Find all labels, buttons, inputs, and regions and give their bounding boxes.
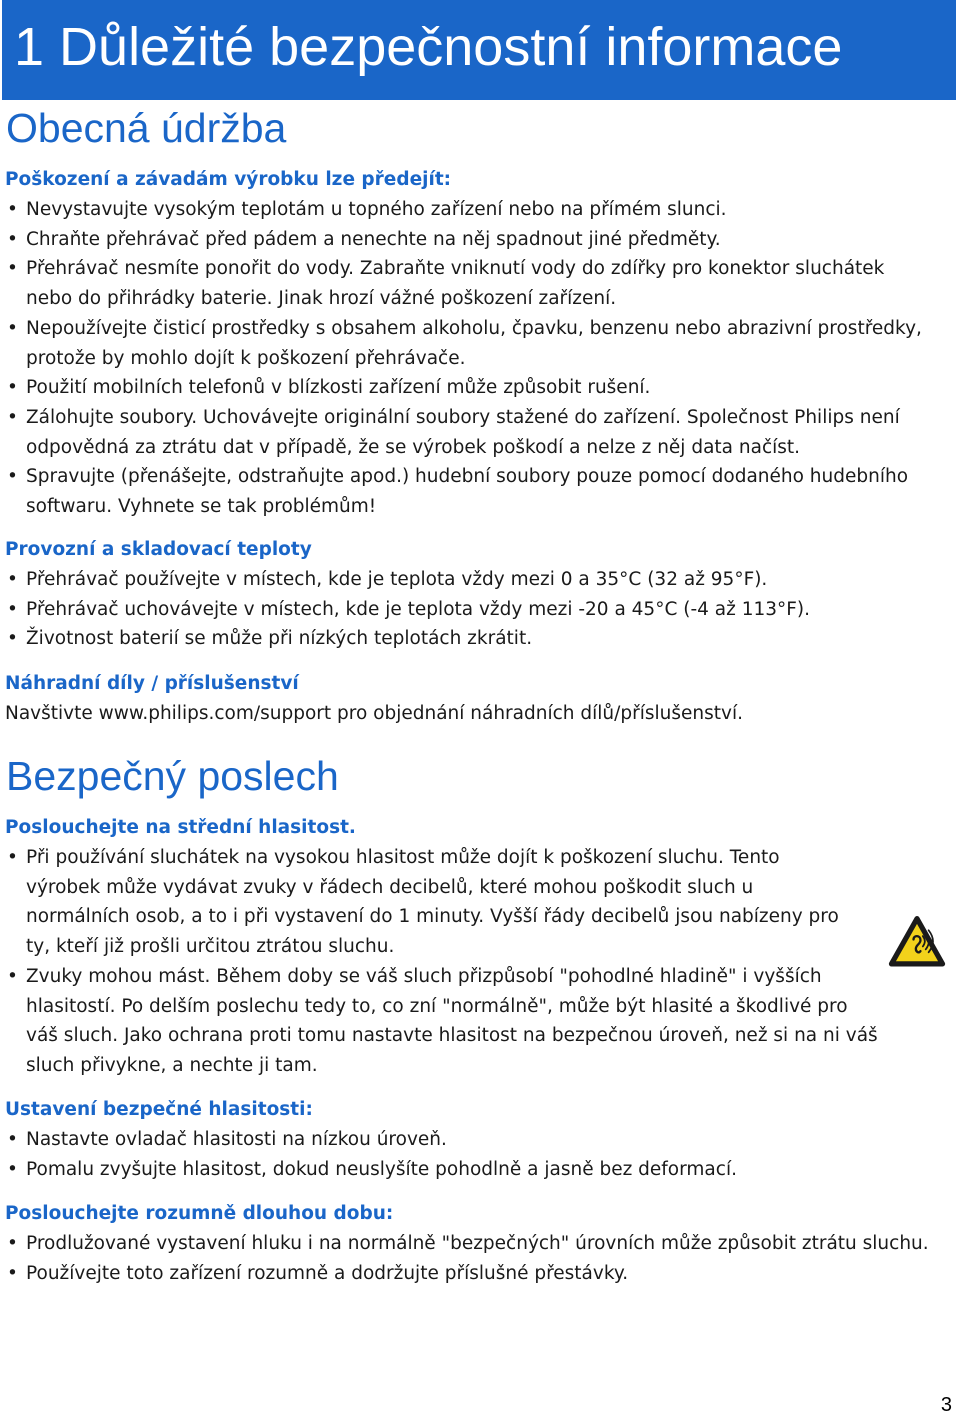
subheading-moderate-volume: Poslouchejte na střední hlasitost. xyxy=(5,817,356,838)
list-item: • Životnost baterií se může při nízkých teplotách zkrátit. xyxy=(0,624,945,654)
list-item: • Prodlužované vystavení hluku i na normálně "bezpečných" úrovních může způsobit ztrátu sluchu. xyxy=(0,1229,945,1259)
list-item: • Nastavte ovladač hlasitosti na nízkou úroveň. xyxy=(0,1125,945,1155)
list-item: • Pomalu zvyšujte hlasitost, dokud neuslyšíte pohodlně a jasně bez deformací. xyxy=(0,1155,945,1185)
subheading-spare-parts: Náhradní díly / příslušenství xyxy=(5,673,299,694)
list-item: • Použití mobilních telefonů v blízkosti zařízení může způsobit rušení. xyxy=(0,373,945,403)
subheading-set-safe-volume: Ustavení bezpečné hlasitosti: xyxy=(5,1099,313,1120)
subheading-operating-temperatures: Provozní a skladovací teploty xyxy=(5,539,312,560)
list-item: • Nepoužívejte čisticí prostředky s obsahem alkoholu, čpavku, benzenu nebo abrazivní prostředky, protože by mohlo dojít k poškození přehrávače. xyxy=(0,314,945,373)
list-item: • Při používání sluchátek na vysokou hlasitost může dojít k poškození sluchu. Tento výrobek může vydávat zvuky v řádech decibelů, které mohou poškodit sluch u normálních osob, a to i při vystavení do 1 minuty. Vyšší řády decibelů jsou nabízeny pro ty, kteří již prošli určitou ztrátou sluchu. xyxy=(0,843,945,962)
list-item: • Zvuky mohou mást. Během doby se váš sluch přizpůsobí "pohodlné hladině" i vyšších hlasitostí. Po delším poslechu tedy to, co zní "normálně", může být hlasité a škodlivé pro váš sluch. Jako ochrana proti tomu nastavte hlasitost na bezpečnou úroveň, než si na ni váš sluch přivykne, a nechte ji tam. xyxy=(0,962,945,1081)
list-item: • Používejte toto zařízení rozumně a dodržujte příslušné přestávky. xyxy=(0,1259,945,1289)
page-number: 3 xyxy=(940,1394,952,1416)
page-title: 1 Důležité bezpečnostní informace xyxy=(14,17,843,77)
subheading-reasonable-duration: Poslouchejte rozumně dlouhou dobu: xyxy=(5,1203,394,1224)
list-item: • Přehrávač používejte v místech, kde je teplota vždy mezi 0 a 35°C (32 až 95°F). xyxy=(0,565,945,595)
duration-list xyxy=(0,1229,945,1288)
section-title-general-care: Obecná údržba xyxy=(6,105,287,151)
header-bar xyxy=(2,0,956,100)
temperature-list xyxy=(0,565,945,654)
list-item: • Přehrávač uchovávejte v místech, kde je teplota vždy mezi -20 a 45°C (-4 až 113°F). xyxy=(0,595,945,625)
hearing-warning-icon xyxy=(888,914,946,972)
list-item: • Přehrávač nesmíte ponořit do vody. Zabraňte vniknutí vody do zdířky pro konektor sluchátek nebo do přihrádky baterie. Jinak hrozí vážné poškození zařízení. xyxy=(0,254,945,313)
section-title-safe-listening: Bezpečný poslech xyxy=(6,753,339,799)
list-item: • Chraňte přehrávač před pádem a nenechte na něj spadnout jiné předměty. xyxy=(0,225,945,255)
subheading-damage-prevention: Poškození a závadám výrobku lze předejít: xyxy=(5,169,452,190)
safe-volume-list xyxy=(0,1125,945,1184)
damage-prevention-list xyxy=(0,195,945,522)
list-item: • Nevystavujte vysokým teplotám u topného zařízení nebo na přímém slunci. xyxy=(0,195,945,225)
moderate-volume-list xyxy=(0,843,945,1081)
spare-parts-text: Navštivte www.philips.com/support pro objednání náhradních dílů/příslušenství. xyxy=(5,703,743,724)
list-item: • Zálohujte soubory. Uchovávejte originální soubory stažené do zařízení. Společnost Philips není odpovědná za ztrátu dat v případě, že se výrobek poškodí a nelze z něj data načíst. xyxy=(0,403,945,462)
list-item: • Spravujte (přenášejte, odstraňujte apod.) hudební soubory pouze pomocí dodaného hudebního softwaru. Vyhnete se tak problémům! xyxy=(0,462,945,521)
